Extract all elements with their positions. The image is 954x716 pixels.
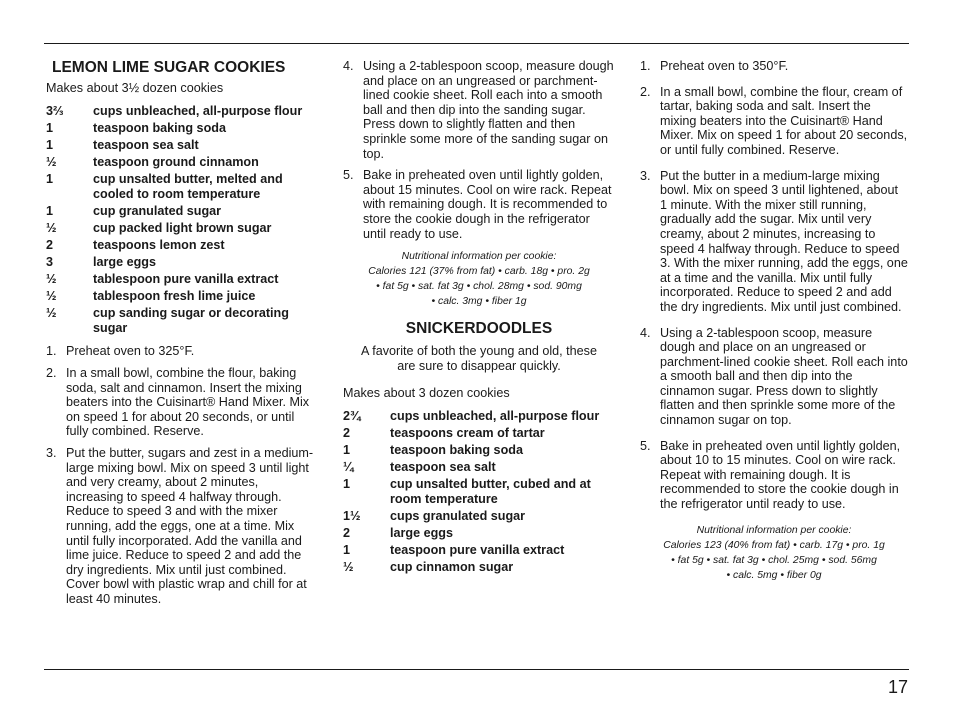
ingredient-item: 1 teaspoon baking soda xyxy=(46,120,226,135)
step-item: 1. Preheat oven to 350°F. xyxy=(640,59,789,73)
step-list-snickerdoodles xyxy=(640,59,908,512)
page-number: 17 xyxy=(887,677,908,697)
nutrition-info-snickerdoodles: Nutritional information per cookie: Calories 123 (40% from fat) • carb. 17g • pro. 1g • fat 5g • sat. fat 3g • chol. 25mg • sod. 56mg • calc. 5mg • fiber 0g xyxy=(663,524,885,581)
ingredient-item: 2 teaspoons lemon zest xyxy=(46,237,225,252)
step-item: 2. In a small bowl, combine the flour, baking soda, salt and cinnamon. Insert the mixing beaters into the Cuisinart® Hand Mixer. Mix on speed 1 for about 20 seconds, or until fully combined. Reserve. xyxy=(46,366,310,439)
step-item: 3. Put the butter in a medium-large mixing bowl. Mix on speed 3 until lightened, about 1 minute. With the mixer still running, gradually add the sugar. Mix until very creamy, about 2 minutes, increasing to speed 4 halfway through. Reduce to speed 3. With the mixer running, add the eggs, one at a time and the vanilla. Mix until fully incorporated. Reduce to speed 2 and add the dry ingredients. Mix until just combined. xyxy=(640,168,908,314)
step-list-continued xyxy=(343,59,615,241)
ingredient-item: 1 teaspoon pure vanilla extract xyxy=(343,543,565,558)
step-list xyxy=(46,344,318,606)
recipe-title-snickerdoodles: SNICKERDOODLES xyxy=(405,320,553,337)
step-item: 3. Put the butter, sugars and zest in a medium-large mixing bowl. Mix on speed 3 until light and very creamy, about 2 minutes, increasing to speed 4 halfway through. Reduce to speed 3 and with the mixer running, add the eggs, one at a time. Mix until fully incorporated. Add the vanilla and lime juice. Reduce to speed 2 and add the dry ingredients. Mix until just combined. Cover bowl with plastic wrap and chill for at least 40 minutes. xyxy=(46,445,314,606)
ingredient-item: 3⅔ cups unbleached, all-purpose flour xyxy=(46,103,303,118)
makes-note: Makes about 3½ dozen cookies xyxy=(46,81,224,95)
step-item: 2. In a small bowl, combine the flour, cream of tartar, baking soda and salt. Insert the mixing beaters into the Cuisinart® Hand Mixer. Mix on speed 1 for about 20 seconds, or until fully combined. Reserve. xyxy=(640,84,908,157)
step-item: 4. Using a 2-tablespoon scoop, measure dough and place on an ungreased or parchment-lined cookie sheet. Roll each into a smooth ball and then dip into the sanding sugar. Press down to slightly flatten and then sprinkle some more of the sanding sugar on top. xyxy=(343,59,614,161)
ingredient-item: ½ cup packed light brown sugar xyxy=(46,220,272,235)
step-item: 1. Preheat oven to 325°F. xyxy=(46,344,195,359)
ingredient-list xyxy=(343,409,615,575)
top-rule xyxy=(44,43,909,44)
ingredient-item: ½ tablespoon pure vanilla extract xyxy=(46,272,279,287)
ingredient-item: 1 cup unsalted butter, melted and cooled to room temperature xyxy=(46,171,283,201)
ingredient-item: ½ cup sanding sugar or decorating sugar xyxy=(46,306,289,335)
step-item: 5. Bake in preheated oven until lightly golden, about 15 minutes. Cool on wire rack. Repeat with remaining dough. It is recommended to store the cookie dough in the refrigerator until ready to use. xyxy=(343,168,612,241)
step-item: 5. Bake in preheated oven until lightly golden, about 10 to 15 minutes. Cool on wire rack. Repeat with remaining dough. It is recommended to store the cookie dough in the refrigerator until ready to use. xyxy=(640,438,901,512)
ingredient-item: 2¾ cups unbleached, all-purpose flour xyxy=(343,408,600,423)
ingredient-item: 1 cup granulated sugar xyxy=(46,203,222,218)
ingredient-item: ¼ teaspoon sea salt xyxy=(343,460,496,475)
nutrition-info-lemon-lime: Nutritional information per cookie: Calories 121 (37% from fat) • carb. 18g • pro. 2g • fat 5g • sat. fat 3g • chol. 28mg • sod. 90mg • calc. 3mg • fiber 1g xyxy=(368,251,590,308)
ingredient-item: 3 large eggs xyxy=(46,254,156,269)
recipe-intro: A favorite of both the young and old, these are sure to disappear quickly. xyxy=(361,344,597,373)
bottom-rule xyxy=(44,669,909,670)
ingredient-item: 1 cup unsalted butter, cubed and at room temperature xyxy=(343,477,591,506)
ingredient-item: ½ teaspoon ground cinnamon xyxy=(46,154,259,169)
recipe-title-lemon-lime: LEMON LIME SUGAR COOKIES xyxy=(52,59,286,76)
ingredient-item: ½ cup cinnamon sugar xyxy=(343,560,514,575)
ingredient-item: ½ tablespoon fresh lime juice xyxy=(46,289,256,304)
step-item: 4. Using a 2-tablespoon scoop, measure dough and place on an ungreased or parchment-lined cookie sheet. Roll each into a smooth ball and then dip into the cinnamon sugar. Press down to slightly flatten and then sprinkle some more of the cinnamon sugar on top. xyxy=(640,325,908,428)
makes-note: Makes about 3 dozen cookies xyxy=(343,386,510,401)
ingredient-item: 1 teaspoon sea salt xyxy=(46,137,199,152)
ingredient-item: 1 teaspoon baking soda xyxy=(343,442,523,457)
ingredient-list xyxy=(46,104,318,336)
ingredient-item: 2 large eggs xyxy=(343,525,453,540)
ingredient-item: 2 teaspoons cream of tartar xyxy=(343,425,545,440)
ingredient-item: 1½ cups granulated sugar xyxy=(343,508,526,523)
